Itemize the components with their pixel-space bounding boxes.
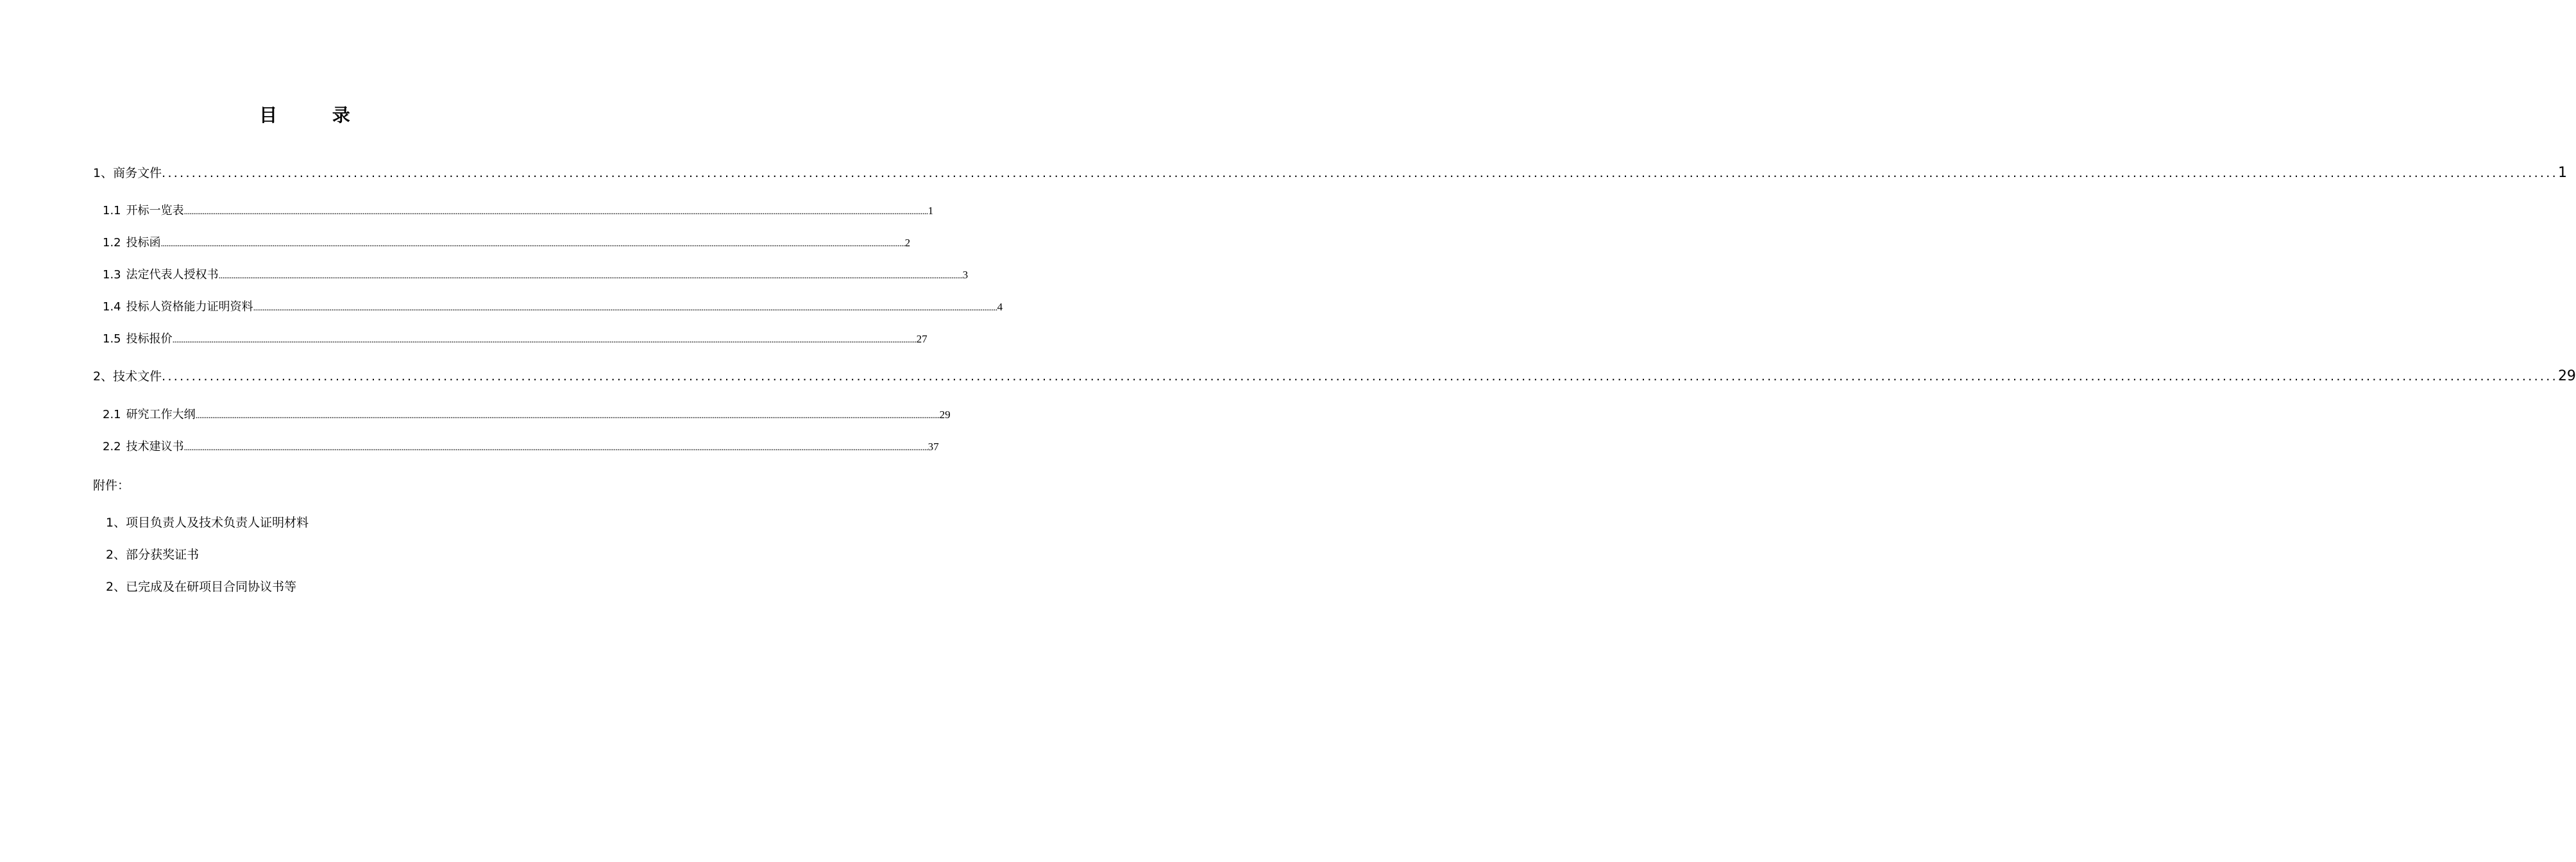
toc-page-number: 2 bbox=[904, 237, 911, 249]
toc-entry-label: 2.2 技术建议书 bbox=[103, 440, 184, 453]
appendix-item: 2、部分获奖证书 bbox=[106, 548, 199, 562]
toc-leader-dots: ................................................................................................................................................................................................................................................................................................................................................................................................................ bbox=[172, 335, 917, 345]
toc-entry-label: 1.5 投标报价 bbox=[103, 332, 173, 346]
toc-entry[interactable] bbox=[93, 367, 2576, 384]
toc-entry[interactable] bbox=[103, 405, 951, 422]
toc-entry-label: 1.4 投标人资格能力证明资料 bbox=[103, 300, 253, 314]
toc-leader-dots: ................................................................................................................................................................................................................................................................................................................................................................................................................ bbox=[195, 411, 940, 421]
toc-entry[interactable] bbox=[103, 437, 939, 454]
toc-entry[interactable] bbox=[103, 233, 911, 250]
toc-leader-dots: ................................................................................................................................................................................................................................................................................................................................................................................................................ bbox=[218, 271, 963, 281]
toc-entry[interactable] bbox=[103, 266, 969, 282]
toc-entry-label: 1.3 法定代表人授权书 bbox=[103, 268, 219, 282]
toc-entry-label: 1、商务文件 bbox=[93, 166, 162, 180]
toc-page-number: 1 bbox=[928, 205, 934, 217]
toc-leader-dots: ................................................................................................................................................................................................................................................................................................................................................................................................................ bbox=[162, 369, 2558, 384]
toc-leader-dots: ................................................................................................................................................................................................................................................................................................................................................................................................................ bbox=[183, 443, 928, 453]
toc-title: 目 录 bbox=[259, 105, 375, 126]
toc-leader-dots: ................................................................................................................................................................................................................................................................................................................................................................................................................ bbox=[162, 166, 2558, 180]
toc-page-number: 29 bbox=[2557, 368, 2576, 384]
appendix-title: 附件： bbox=[93, 478, 130, 493]
toc-page-number: 4 bbox=[997, 301, 1003, 313]
toc-page-number: 1 bbox=[2557, 165, 2567, 181]
toc-page-number: 3 bbox=[962, 269, 969, 281]
toc-entry-label: 1.1 开标一览表 bbox=[103, 204, 184, 217]
toc-entry-label: 2.1 研究工作大纲 bbox=[103, 408, 196, 421]
toc-entry[interactable] bbox=[93, 164, 2567, 181]
toc-page-number: 29 bbox=[939, 409, 951, 421]
toc-leader-dots: ................................................................................................................................................................................................................................................................................................................................................................................................................ bbox=[183, 207, 928, 217]
appendix-item: 2、已完成及在研项目合同协议书等 bbox=[106, 580, 297, 594]
toc-entry-label: 1.2 投标函 bbox=[103, 236, 161, 249]
toc-entry[interactable] bbox=[103, 330, 928, 346]
appendix-item: 1、项目负责人及技术负责人证明材料 bbox=[106, 516, 309, 530]
toc-entry[interactable] bbox=[103, 201, 934, 218]
toc-entry-label: 2、技术文件 bbox=[93, 369, 162, 384]
toc-page-number: 27 bbox=[916, 333, 928, 345]
toc-leader-dots: ................................................................................................................................................................................................................................................................................................................................................................................................................ bbox=[160, 239, 905, 249]
toc-leader-dots: ................................................................................................................................................................................................................................................................................................................................................................................................................ bbox=[253, 303, 997, 313]
toc-page-number: 37 bbox=[928, 441, 939, 453]
toc-entry[interactable] bbox=[103, 298, 1003, 314]
